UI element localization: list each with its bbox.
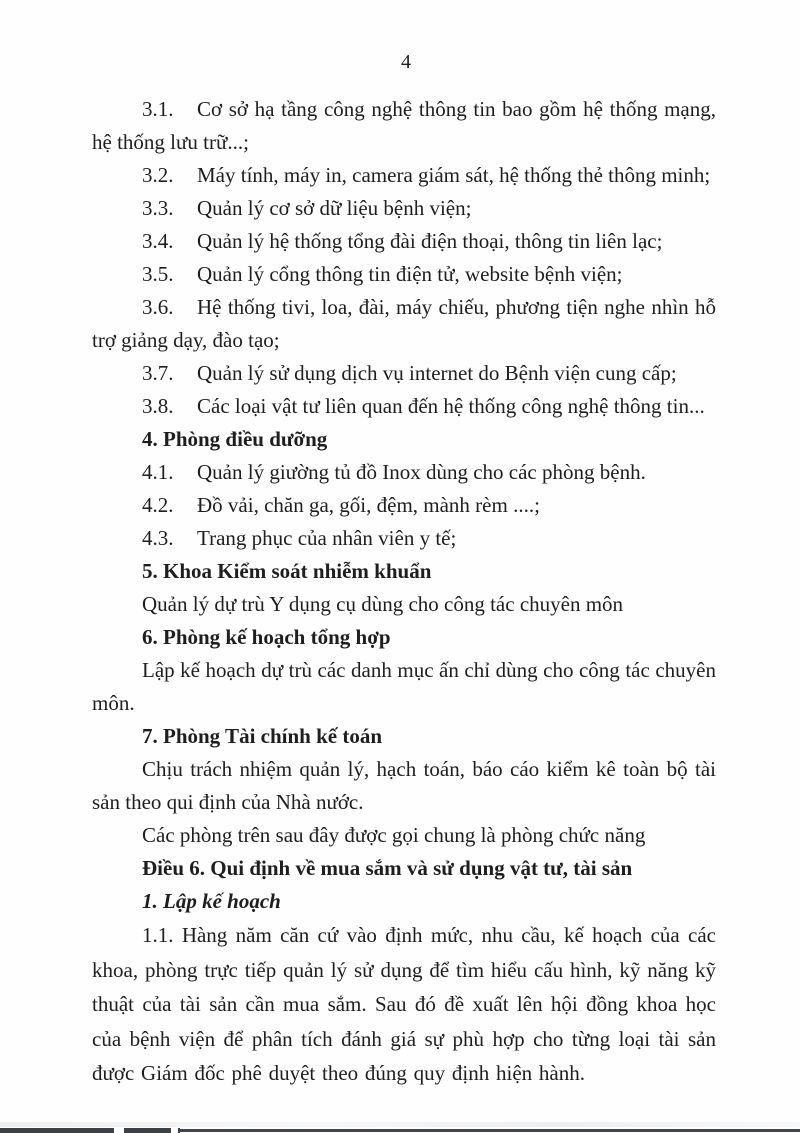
item-number: 3.6. bbox=[142, 295, 174, 319]
list-item-4-1 bbox=[92, 456, 716, 489]
section-heading-6: 6. Phòng kế hoạch tổng hợp bbox=[142, 625, 391, 649]
article-heading-dieu-6: Điều 6. Qui định về mua sắm và sử dụng vật tư, tài sản bbox=[142, 856, 633, 880]
subsection-heading-1: 1. Lập kế hoạch bbox=[142, 889, 281, 913]
body-paragraph-section-6: Lập kế hoạch dự trù các danh mục ấn chỉ dùng cho công tác chuyên môn. bbox=[92, 658, 716, 715]
list-item-3-3 bbox=[92, 192, 716, 225]
item-number: 4.3. bbox=[142, 526, 174, 550]
item-text: Quản lý sử dụng dịch vụ internet do Bệnh viện cung cấp; bbox=[197, 361, 677, 385]
list-item-3-8 bbox=[92, 390, 716, 423]
list-item-4-3 bbox=[92, 522, 716, 555]
item-text: Quản lý cơ sở dữ liệu bệnh viện; bbox=[197, 196, 472, 220]
item-text: Quản lý hệ thống tổng đài điện thoại, thông tin liên lạc; bbox=[197, 229, 663, 253]
item-number: 3.7. bbox=[142, 361, 174, 385]
list-item-4-2 bbox=[92, 489, 716, 522]
item-number: 4.2. bbox=[142, 493, 174, 517]
scan-edge-thick-segment bbox=[0, 1128, 180, 1133]
scan-edge-gap bbox=[114, 1127, 124, 1133]
page-number: 4 bbox=[401, 51, 411, 73]
item-text: Trang phục của nhân viên y tế; bbox=[197, 526, 457, 550]
list-item-3-7 bbox=[92, 357, 716, 390]
item-number: 3.5. bbox=[142, 262, 174, 286]
list-item-3-1 bbox=[92, 93, 716, 159]
document-content bbox=[92, 46, 716, 1091]
list-item-3-5 bbox=[92, 258, 716, 291]
scan-edge-artifact bbox=[0, 1127, 800, 1133]
body-paragraph-summary: Các phòng trên sau đây được gọi chung là phòng chức năng bbox=[142, 823, 646, 847]
item-number: 3.2. bbox=[142, 163, 174, 187]
item-number: 3.1. bbox=[142, 97, 174, 121]
scan-edge-gap bbox=[171, 1127, 178, 1133]
item-text: Quản lý giường tủ đồ Inox dùng cho các phòng bệnh. bbox=[197, 460, 646, 484]
item-text: Đồ vải, chăn ga, gối, đệm, mành rèm ....; bbox=[197, 493, 540, 517]
item-text: Hệ thống tivi, loa, đài, máy chiếu, phương tiện nghe nhìn hỗ trợ giảng dạy, đào tạo; bbox=[92, 295, 716, 352]
item-text: Quản lý cổng thông tin điện tử, website bệnh viện; bbox=[197, 262, 623, 286]
item-number: 3.3. bbox=[142, 196, 174, 220]
list-item-3-4 bbox=[92, 225, 716, 258]
item-text: Máy tính, máy in, camera giám sát, hệ thống thẻ thông minh; bbox=[197, 163, 711, 187]
item-number: 3.8. bbox=[142, 394, 174, 418]
list-item-3-6 bbox=[92, 291, 716, 357]
item-text: Các loại vật tư liên quan đến hệ thống công nghệ thông tin... bbox=[197, 394, 705, 418]
list-item-3-2 bbox=[92, 159, 716, 192]
body-paragraph-section-5: Quản lý dự trù Y dụng cụ dùng cho công tác chuyên môn bbox=[142, 592, 624, 616]
body-paragraph-section-7: Chịu trách nhiệm quản lý, hạch toán, báo cáo kiểm kê toàn bộ tài sản theo qui định của Nhà nước. bbox=[92, 757, 716, 814]
section-heading-4: 4. Phòng điều dưỡng bbox=[142, 427, 328, 451]
item-number: 3.4. bbox=[142, 229, 174, 253]
section-heading-7: 7. Phòng Tài chính kế toán bbox=[142, 724, 383, 748]
item-text: Cơ sở hạ tầng công nghệ thông tin bao gồm hệ thống mạng, hệ thống lưu trữ...; bbox=[92, 97, 716, 154]
section-heading-5: 5. Khoa Kiểm soát nhiễm khuẩn bbox=[142, 559, 432, 583]
item-number: 4.1. bbox=[142, 460, 174, 484]
body-paragraph-1-1: 1.1. Hàng năm căn cứ vào định mức, nhu cầu, kế hoạch của các khoa, phòng trực tiếp quản lý sử dụng để tìm hiểu cấu hình, kỹ năng kỹ thuật của tài sản cần mua sắm. Sau đó đề xuất lên hội đồng khoa học của bệnh viện để phân tích đánh giá sự phù hợp cho từng loại tài sản được Giám đốc phê duyệt theo đúng quy định hiện hành. bbox=[92, 923, 716, 1085]
